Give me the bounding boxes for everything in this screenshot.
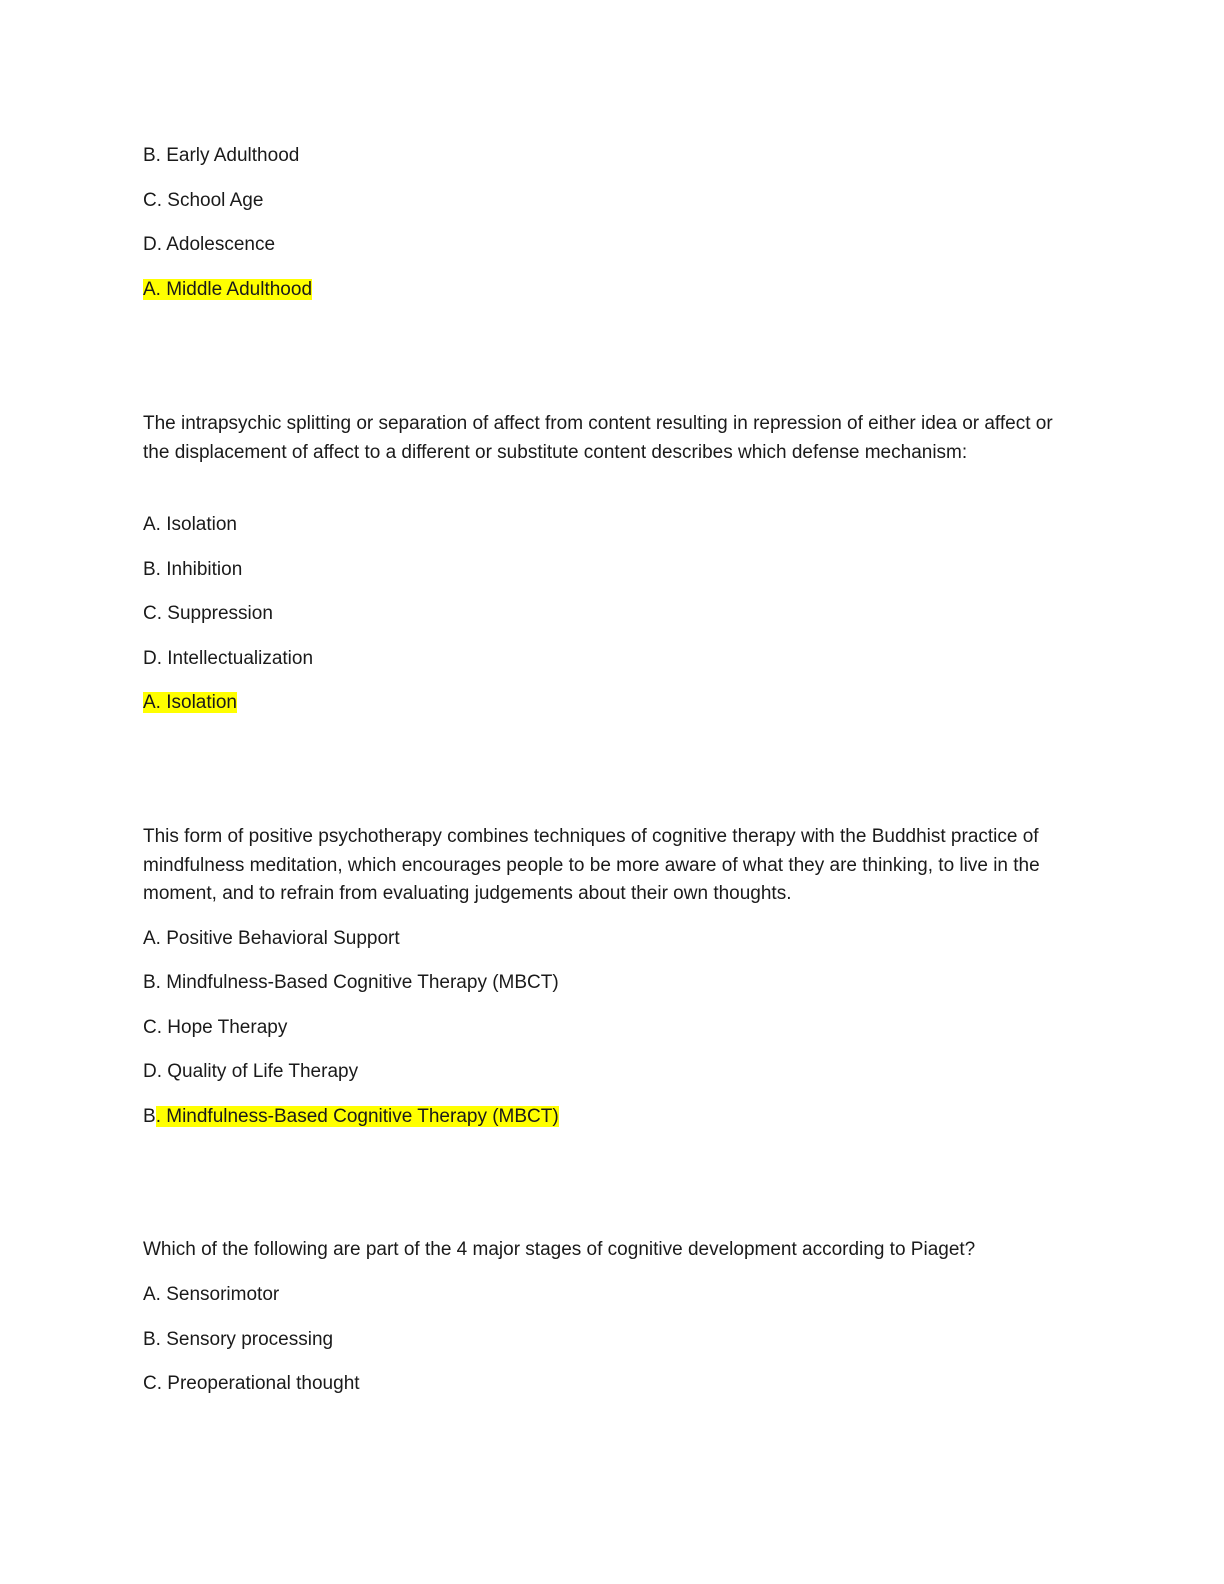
option-c-school-age: C. School Age xyxy=(143,190,264,211)
question-piaget-stages: Which of the following are part of the 4 major stages of cognitive development according to Piaget? xyxy=(143,1239,976,1260)
answer-isolation xyxy=(143,689,237,717)
answer-letter: B xyxy=(143,1106,156,1127)
option-b-early-adulthood: B. Early Adulthood xyxy=(143,145,300,166)
option-d-intellectualization: D. Intellectualization xyxy=(143,648,314,669)
answer-middle-adulthood xyxy=(143,276,312,304)
question-positive-psychotherapy: This form of positive psychotherapy combines techniques of cognitive therapy with the Buddhist practice of mindfulness meditation, which encourages people to be more aware of what they are thinking, to live in the moment, and to refrain from evaluating judgements about their own thoughts. xyxy=(143,826,1040,904)
option-b-sensory-processing: B. Sensory processing xyxy=(143,1329,334,1350)
option-c-suppression: C. Suppression xyxy=(143,603,273,624)
option-d-quality-of-life-therapy: D. Quality of Life Therapy xyxy=(143,1061,359,1082)
answer-highlight: A. Isolation xyxy=(143,692,237,713)
option-c-hope-therapy: C. Hope Therapy xyxy=(143,1017,288,1038)
option-b-mbct: B. Mindfulness-Based Cognitive Therapy (MBCT) xyxy=(143,972,559,993)
question-defense-mechanism: The intrapsychic splitting or separation of affect from content resulting in repression of either idea or affect or the displacement of affect to a different or substitute content describes which defense mechanism: xyxy=(143,413,1053,463)
option-a-sensorimotor: A. Sensorimotor xyxy=(143,1284,280,1305)
option-a-positive-behavioral-support: A. Positive Behavioral Support xyxy=(143,928,400,949)
option-a-isolation: A. Isolation xyxy=(143,514,237,535)
answer-highlight: A. Middle Adulthood xyxy=(143,279,313,300)
answer-mbct xyxy=(143,1103,559,1131)
option-b-inhibition: B. Inhibition xyxy=(143,559,243,580)
option-d-adolescence: D. Adolescence xyxy=(143,234,276,255)
option-c-preoperational-thought: C. Preoperational thought xyxy=(143,1373,360,1394)
answer-highlight: . Mindfulness-Based Cognitive Therapy (MBCT) xyxy=(155,1106,559,1127)
